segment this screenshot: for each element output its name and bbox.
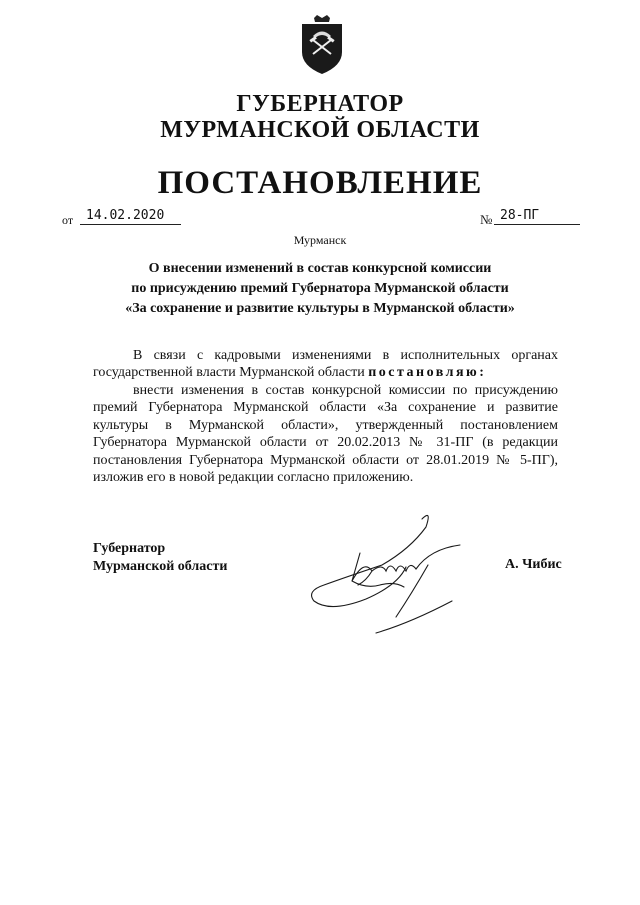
body-line-7: постановления Губернатора Мурманской области от 28.01.2019 № 5-ПГ),: [93, 453, 558, 468]
subject-line1: О внесении изменений в состав конкурсной комиссии: [148, 261, 492, 276]
resolve-word: постановляю:: [368, 365, 487, 380]
date-label: от: [62, 213, 74, 227]
body-line-2-text: государственной власти Мурманской области: [93, 365, 365, 380]
body-line-8: изложив его в новой редакции согласно приложению.: [93, 470, 414, 485]
signatory-name: А. Чибис: [505, 557, 562, 572]
number-label: №: [480, 212, 493, 227]
handwritten-signature: [300, 505, 470, 645]
body-line-1: В связи с кадровыми изменениями в исполнительных органах: [133, 348, 558, 363]
subject-line2: по присуждению премий Губернатора Мурманской области: [131, 281, 509, 296]
body-line-4: премий Губернатора Мурманской области «За сохранение и развитие: [93, 400, 558, 415]
body-line-5: культуры в Мурманской области», утвержденный постановлением: [93, 418, 558, 433]
document-number: 28-ПГ: [494, 207, 580, 225]
body-line-2: [93, 364, 558, 382]
authority-title-line1: ГУБЕРНАТОР: [236, 91, 404, 117]
coat-of-arms-icon: [299, 14, 345, 76]
city-name: Мурманск: [293, 233, 347, 247]
body-line-6: Губернатора Мурманской области от 20.02.2013 № 31-ПГ (в редакции: [93, 435, 558, 450]
document-date: 14.02.2020: [80, 207, 181, 225]
signatory-title-line1: Губернатор: [93, 541, 166, 556]
authority-title-line2: МУРМАНСКОЙ ОБЛАСТИ: [160, 117, 480, 143]
body-line-3: внести изменения в состав конкурсной комиссии по присуждению: [133, 383, 558, 398]
subject-line3: «За сохранение и развитие культуры в Мурманской области»: [125, 301, 515, 316]
document-type-heading: ПОСТАНОВЛЕНИЕ: [157, 165, 483, 201]
signatory-title-line2: Мурманской области: [93, 559, 228, 574]
